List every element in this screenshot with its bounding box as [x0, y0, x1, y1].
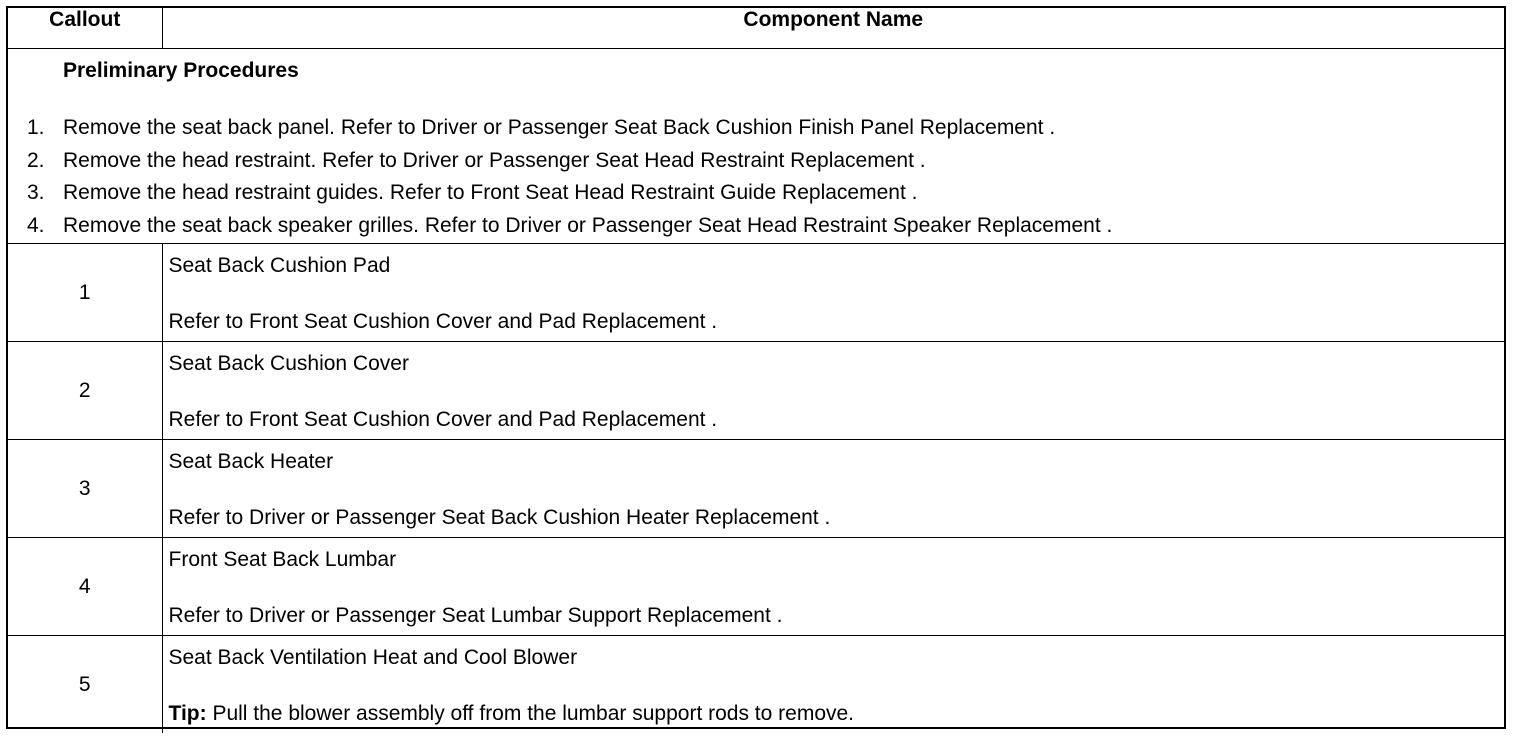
- step-text: Remove the head restraint guides. Refer to Front Seat Head Restraint Guide Replacement .: [63, 181, 918, 204]
- preliminary-step: [8, 145, 1504, 178]
- component-note: Refer to Front Seat Cushion Cover and Pad Replacement .: [168, 408, 718, 431]
- preliminary-step: [8, 112, 1504, 145]
- component-cell: [162, 342, 1504, 440]
- component-tip: [169, 701, 855, 727]
- step-number: 1.: [27, 116, 45, 139]
- callout-cell: 4: [8, 538, 162, 636]
- step-text: Remove the head restraint. Refer to Driver or Passenger Seat Head Restraint Replacement .: [63, 148, 926, 172]
- component-name: Seat Back Heater: [168, 450, 334, 473]
- step-text: Remove the seat back panel. Refer to Driver or Passenger Seat Back Cushion Finish Panel Replacement .: [63, 116, 1056, 139]
- tip-text: Pull the blower assembly off from the lumbar support rods to remove.: [206, 702, 855, 725]
- component-cell: [162, 636, 1504, 734]
- callout-cell: 3: [8, 440, 162, 538]
- tip-label: Tip:: [168, 702, 207, 725]
- preliminary-procedures-row: [8, 49, 1504, 244]
- component-name: Seat Back Cushion Pad: [168, 254, 391, 277]
- preliminary-procedures-title: Preliminary Procedures: [63, 59, 299, 82]
- component-name-column-header: Component Name: [162, 8, 1504, 49]
- step-text: Remove the seat back speaker grilles. Refer to Driver or Passenger Seat Head Restraint Speaker Replacement .: [63, 213, 1113, 237]
- table-header-row: [8, 8, 1504, 49]
- preliminary-step: [8, 177, 1504, 210]
- preliminary-procedures-cell: [8, 49, 1504, 244]
- component-name: Seat Back Ventilation Heat and Cool Blower: [168, 646, 578, 669]
- preliminary-step: [8, 210, 1504, 243]
- step-number: 4.: [27, 213, 45, 237]
- table-row: [8, 538, 1504, 636]
- table-row: [8, 636, 1504, 734]
- callout-column-header: Callout: [8, 8, 162, 49]
- callout-cell: 5: [8, 636, 162, 734]
- component-name: Seat Back Cushion Cover: [168, 352, 409, 375]
- component-cell: [162, 440, 1504, 538]
- preliminary-steps-list: [8, 112, 1504, 242]
- table-row: [8, 244, 1504, 342]
- table-row: [8, 342, 1504, 440]
- callout-cell: 2: [8, 342, 162, 440]
- step-number: 3.: [27, 181, 45, 204]
- component-table-sheet: [6, 6, 1506, 729]
- component-note: Refer to Front Seat Cushion Cover and Pad Replacement .: [168, 310, 718, 333]
- component-note: Refer to Driver or Passenger Seat Lumbar Support Replacement .: [168, 604, 783, 627]
- component-table: [8, 8, 1504, 733]
- component-note: Refer to Driver or Passenger Seat Back Cushion Heater Replacement .: [168, 506, 831, 529]
- table-row: [8, 440, 1504, 538]
- component-cell: [162, 244, 1504, 342]
- step-number: 2.: [27, 148, 45, 172]
- callout-cell: 1: [8, 244, 162, 342]
- component-name: Front Seat Back Lumbar: [168, 548, 397, 571]
- component-cell: [162, 538, 1504, 636]
